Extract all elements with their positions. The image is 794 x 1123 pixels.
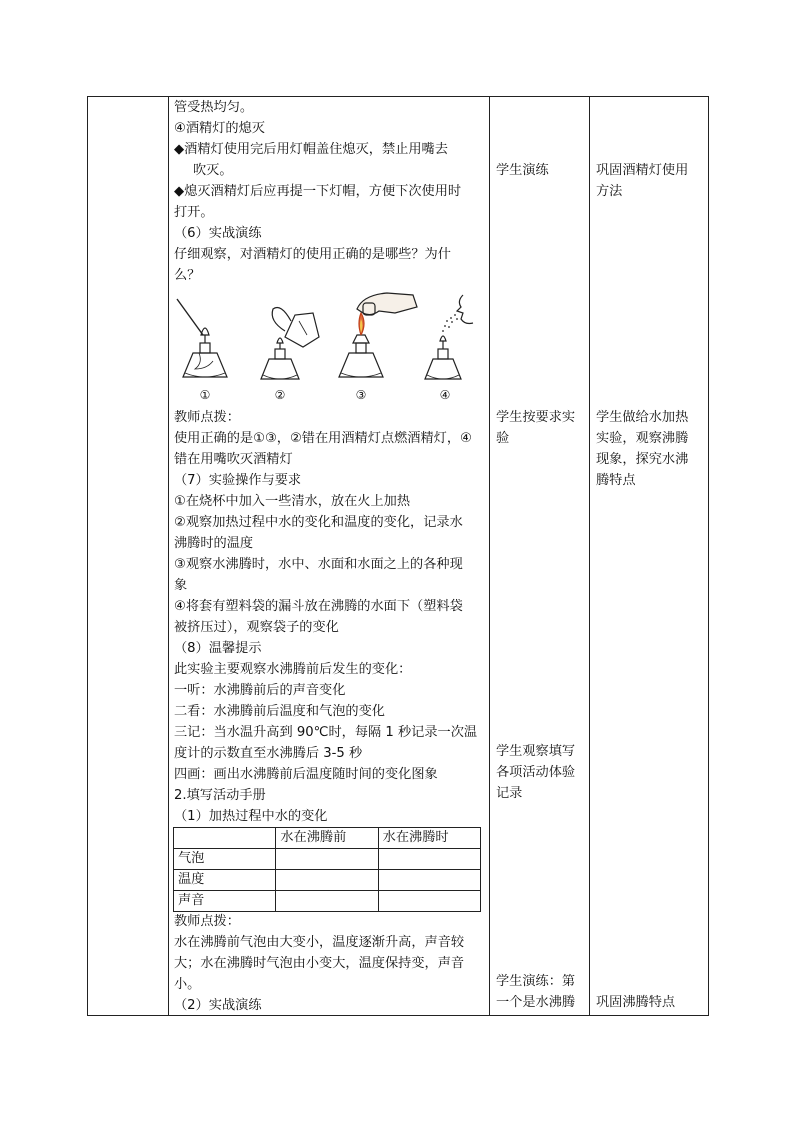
observation-cell <box>378 891 480 912</box>
design-intent-cell <box>590 97 709 1016</box>
content-line: ①在烧杯中加入一些清水，放在火上加热 <box>174 494 411 509</box>
content-line: ◆熄灭酒精灯后应再提一下灯帽，方便下次使用时 <box>174 184 462 199</box>
lesson-plan-table <box>87 96 709 1016</box>
student-activity-line: 各项活动体验 <box>496 765 576 780</box>
design-intent-line: 巩固酒精灯使用 <box>596 163 689 178</box>
observation-row-label: 温度 <box>174 870 276 891</box>
figure-label-2: ② <box>274 388 286 402</box>
student-activity-line: 验 <box>496 431 510 446</box>
content-line: 打开。 <box>174 205 214 220</box>
content-line: （8）温馨提示 <box>174 641 262 656</box>
content-line: 被挤压过），观察袋子的变化 <box>174 620 339 635</box>
figure-label-1: ① <box>199 388 211 402</box>
lamp-3-figure <box>339 293 417 377</box>
observation-header-cell <box>174 828 276 849</box>
student-activity-line: 学生观察填写 <box>496 744 576 759</box>
stage-column-cell <box>88 97 169 1016</box>
content-line: 四画：画出水沸腾前后温度随时间的变化图象 <box>174 767 438 782</box>
content-line: 管受热均匀。 <box>174 100 254 115</box>
content-line: 2.填写活动手册 <box>174 788 266 803</box>
observation-header-cell: 水在沸腾时 <box>378 828 480 849</box>
lamp-1-figure <box>177 299 227 377</box>
design-intent-line: 现象，探究水沸 <box>596 452 689 467</box>
student-activity-cell <box>490 97 590 1016</box>
design-intent-line: 实验，观察沸腾 <box>596 431 689 446</box>
content-line: 二看：水沸腾前后温度和气泡的变化 <box>174 704 385 719</box>
content-line: 错在用嘴吹灭酒精灯 <box>174 452 293 467</box>
content-line: 教师点拨： <box>174 410 240 425</box>
content-line: 此实验主要观察水沸腾前后发生的变化： <box>174 662 412 677</box>
content-line: （6）实战演练 <box>174 226 262 241</box>
content-line: ②观察加热过程中水的变化和温度的变化，记录水 <box>174 515 463 530</box>
content-line: 仔细观察，对酒精灯的使用正确的是哪些？为什 <box>174 247 451 262</box>
design-intent-line: 巩固沸腾特点 <box>596 995 676 1010</box>
observation-cell <box>276 870 378 891</box>
lamp-4-figure <box>425 295 473 379</box>
teaching-content-cell <box>169 97 490 1016</box>
content-line: 水在沸腾前气泡由大变小，温度逐渐升高，声音较 <box>174 935 465 950</box>
observation-header-cell: 水在沸腾前 <box>276 828 378 849</box>
content-line: 三记：当水温升高到 90℃时，每隔 1 秒记录一次温 <box>174 725 478 740</box>
content-line: ◆酒精灯使用完后用灯帽盖住熄灭，禁止用嘴去 <box>174 142 448 157</box>
observation-cell <box>378 870 480 891</box>
figure-label-3: ③ <box>355 388 367 402</box>
lamp-2-figure <box>261 308 319 380</box>
observation-cell <box>378 849 480 870</box>
content-line: 教师点拨： <box>174 914 240 929</box>
content-line: （2）实战演练 <box>174 998 262 1013</box>
student-activity-line: 学生按要求实 <box>496 410 576 425</box>
design-intent-line: 腾特点 <box>596 473 636 488</box>
observation-cell <box>276 849 378 870</box>
student-activity-line: 一个是水沸腾 <box>496 995 576 1010</box>
content-line: 么？ <box>174 268 201 283</box>
student-activity-line: 学生演练：第 <box>496 974 576 989</box>
observation-row-label: 气泡 <box>174 849 276 870</box>
content-line: 使用正确的是①③，②错在用酒精灯点燃酒精灯，④ <box>174 431 472 446</box>
figure-label-4: ④ <box>439 388 451 402</box>
content-line: 吹灭。 <box>193 163 233 178</box>
content-line: 沸腾时的温度 <box>174 536 254 551</box>
content-line: 小。 <box>174 977 201 992</box>
content-line: 一听：水沸腾前后的声音变化 <box>174 683 346 698</box>
content-line: 度计的示数直至水沸腾后 3-5 秒 <box>174 746 363 761</box>
content-line: ③观察水沸腾时，水中、水面和水面之上的各种现 <box>174 557 463 572</box>
content-line: （7）实验操作与要求 <box>174 473 302 488</box>
content-line: 象 <box>174 578 188 593</box>
student-activity-line: 记录 <box>496 786 523 801</box>
content-line: （1）加热过程中水的变化 <box>174 809 328 824</box>
observation-cell <box>276 891 378 912</box>
design-intent-line: 学生做给水加热 <box>596 410 689 425</box>
design-intent-line: 方法 <box>596 184 623 199</box>
student-activity-line: 学生演练 <box>496 163 549 178</box>
content-line: ④酒精灯的熄灭 <box>174 121 265 136</box>
observation-row-label: 声音 <box>174 891 276 912</box>
content-line: ④将套有塑料袋的漏斗放在沸腾的水面下（塑料袋 <box>174 599 463 614</box>
content-line: 大；水在沸腾时气泡由小变大，温度保持变，声音 <box>174 956 465 971</box>
observation-table <box>173 827 481 912</box>
alcohol-lamp-illustration <box>173 291 485 403</box>
